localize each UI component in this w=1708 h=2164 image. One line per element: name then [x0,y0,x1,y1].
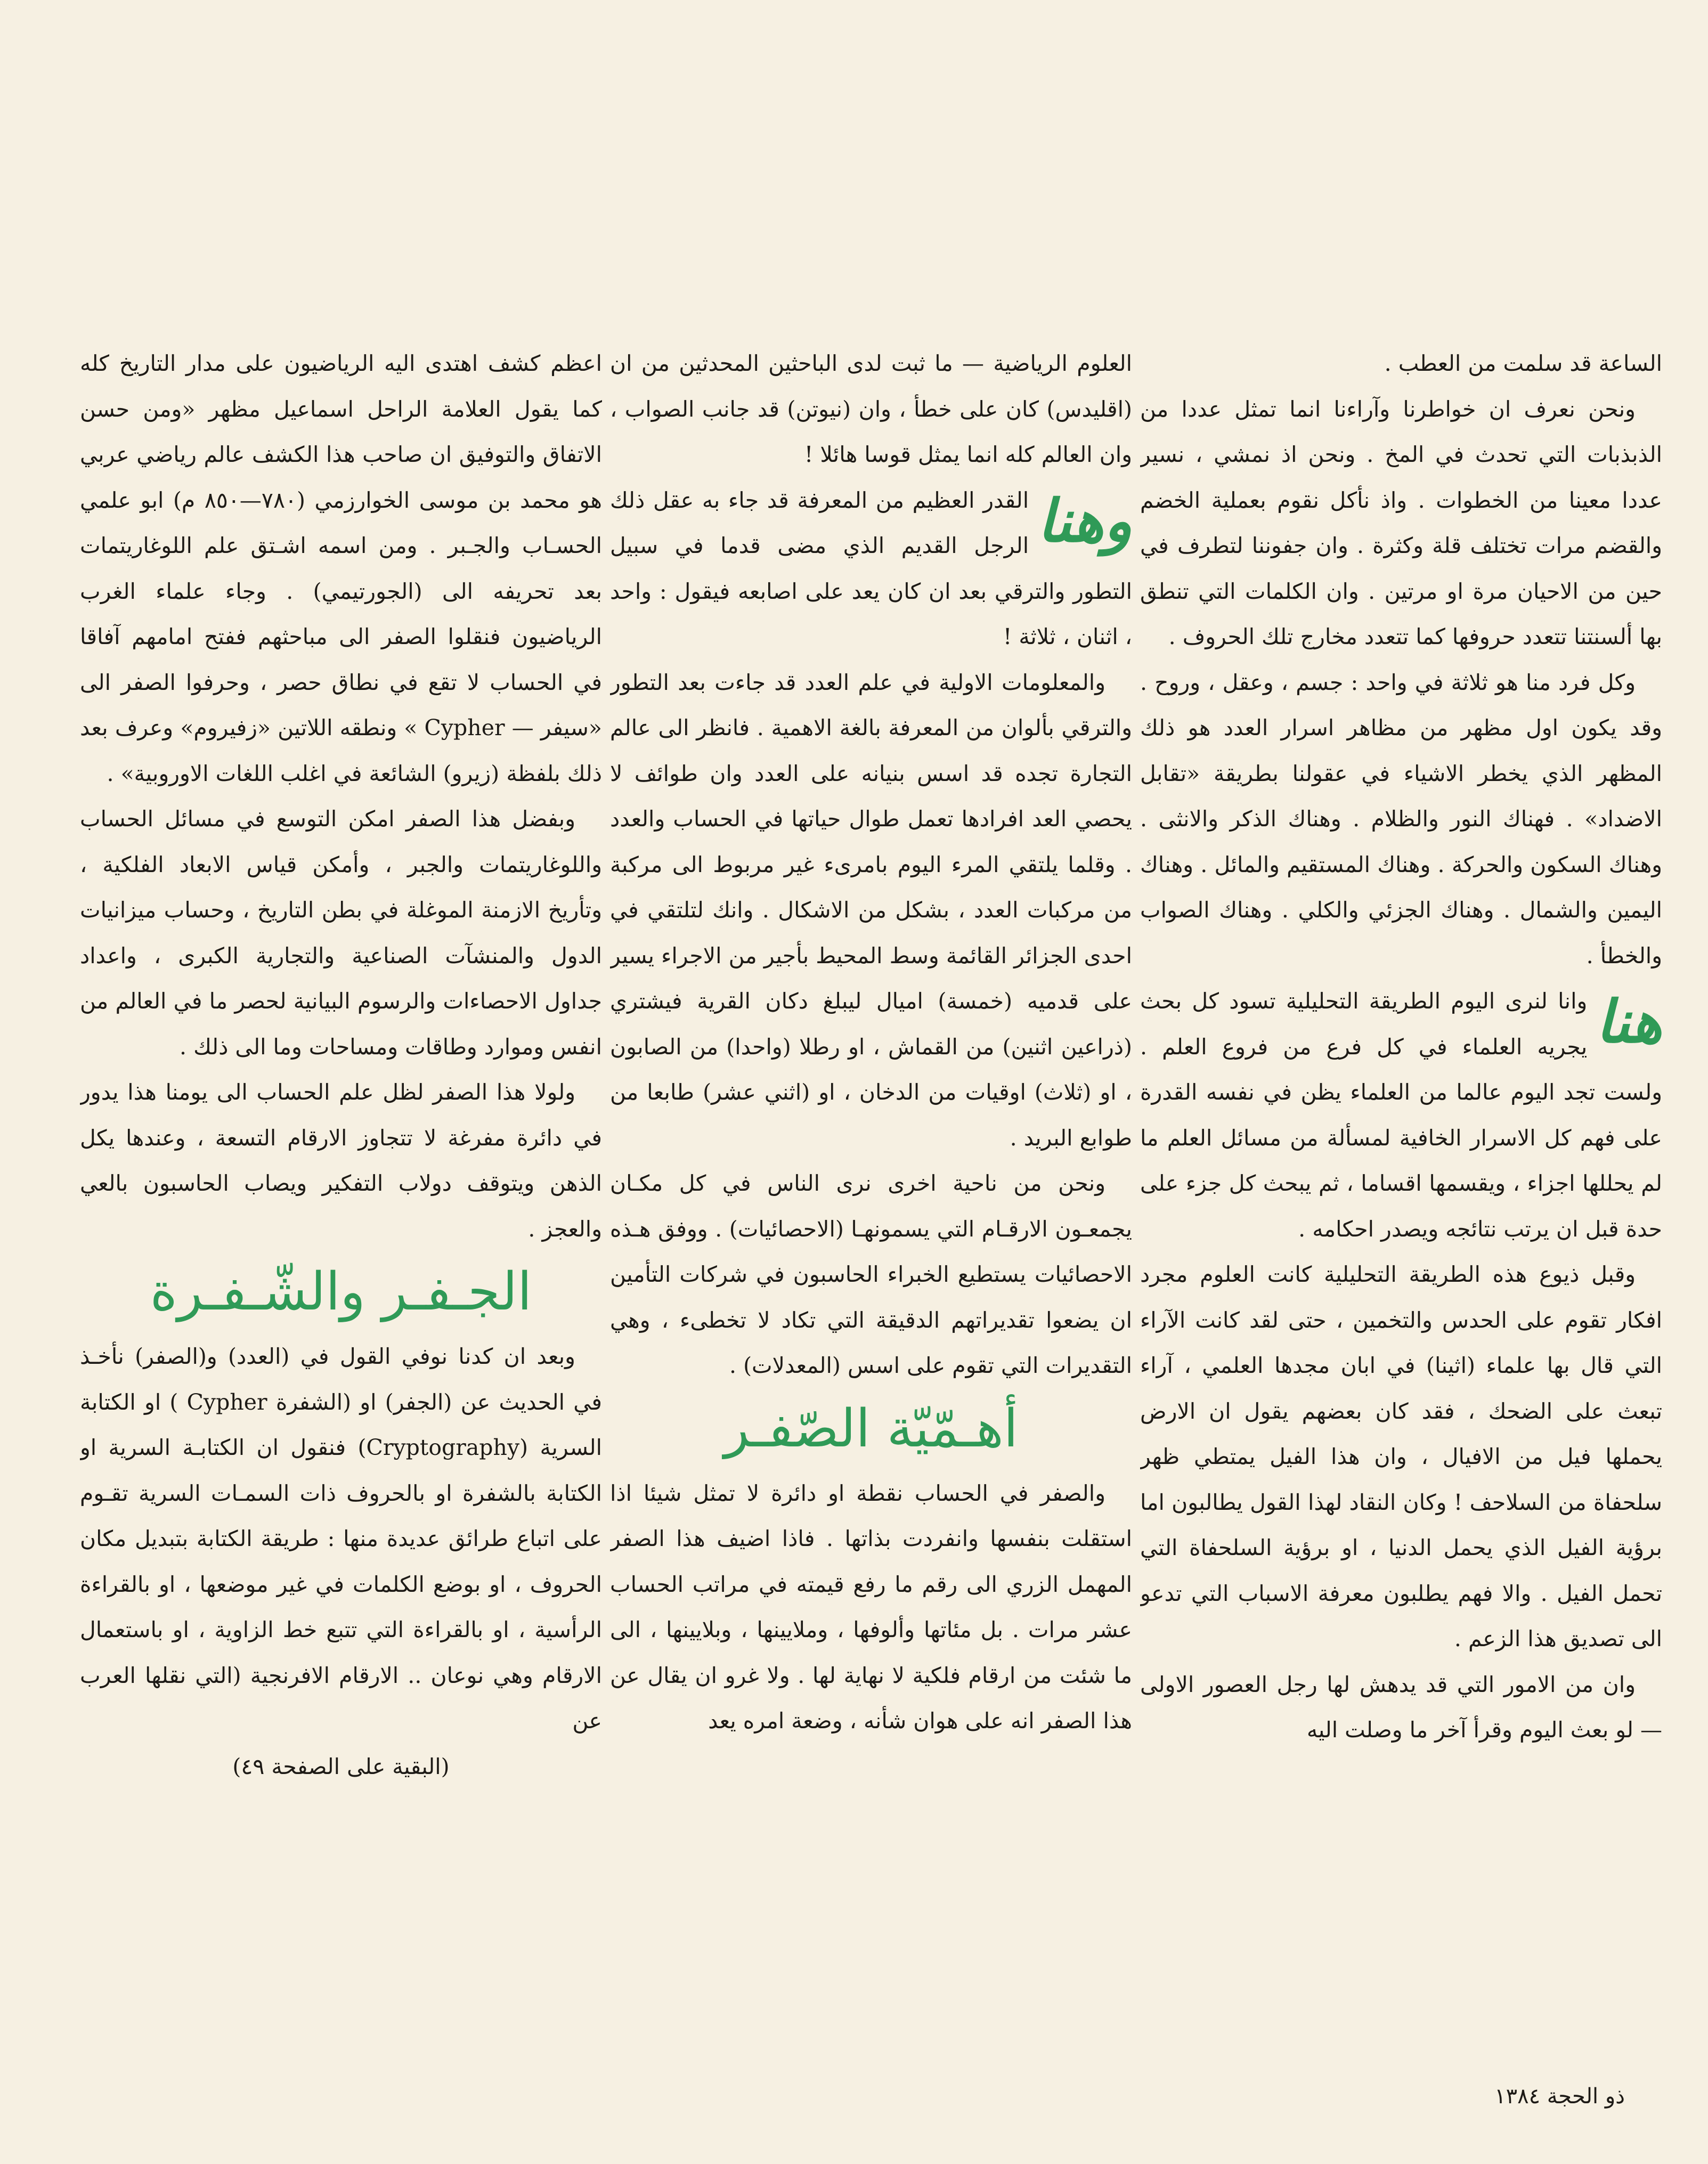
paragraph-with-drop-word [1140,979,1662,1252]
latin-term: Cypher [424,715,505,741]
paragraph: العلوم الرياضية — ما ثبت لدى الباحثين المحدثين من ان (اقليدس) كان على خطأ ، وان (نيوتن) قد جانب الصواب ، وان العالم كله انما يمثل قوسا هائلا ! [610,351,1132,467]
paragraph-text: فنقول ان الكتابـة السرية او الكتابة بالشفرة او بالحروف ذات السمـات السرية تقـوم على اتباع طرائق عديدة منها : طريقة الكتابة بتبديل مكان الحروف ، او بوضع الكلمات في غير موضعها ، او بالقراءة الرأسية ، او بالقراءة التي تتبع خط الزاوية ، او باستعمال الارقام وهي نوعان .. الارقام الافرنجية (التي نقلها العرب عن [80,1435,602,1734]
paragraph-text: اعظم كشف اهتدى اليه الرياضيون على مدار التاريخ كله كما يقول العلامة الراحل اسماعيل مظهر «ومن حسن الاتفاق والتوفيق ان صاحب هذا الكشف عالم رياضي عربي هو محمد بن موسى الخوارزمي (٧٨٠—٨٥٠ م) ابو علمي الحسـاب والجـبر . ومن اسمه اشـتق علم اللوغاريتمات بعد تحريفه الى (الجورتيمي) . وجاء علماء الغرب الرياضيون فنقلوا الصفر الى مباحثهم ففتح امامهم آفاقا في الحساب لا تقع في نطاق حصر ، وحرفوا الصفر الى «سيفر — [80,351,602,741]
drop-word: هنا [1596,988,1662,1056]
paragraph: والمعلومات الاولية في علم العدد قد جاءت بعد التطور والترقي بألوان من المعرفة بالغة الاهمية . فانظر الى عالم التجارة تجده قد اسس بنيانه على العدد وان طوائف لا يحصي العد افرادها تعمل طوال حياتها في الحساب والعدد . وقلما يلتقي المرء اليوم بامرىء غير مربوط الى مركبة من مركبات العدد ، بشكل من الاشكال . وانك لتلتقي في احدى الجزائر القائمة وسط المحيط بأجير من الاجراء يسير على قدميه (خمسة) اميال ليبلغ دكان القرية فيشتري (ذراعين اثنين) من القماش ، او رطلا (واحدا) من الصابون ، او (ثلاث) اوقيات من الدخان ، او (اثني عشر) طابعا من طوابع البريد . [610,669,1132,1151]
column-right [1140,341,1662,2051]
paragraph: ولولا هذا الصفر لظل علم الحساب الى يومنا هذا يدور في دائرة مفرغة لا تتجاوز الارقام التسعة ، وعندها يكل الذهن ويتوقف دولاب التفكير ويصاب الحاسبون بالعي والعجز . [80,1079,602,1242]
column-left [80,341,602,2051]
latin-term: Cypher [186,1389,267,1415]
drop-word: وهنا [1037,486,1132,555]
paragraph-text: ) او الكتابة السرية [80,1389,602,1460]
paragraph: وبفضل هذا الصفر امكن التوسع في مسائل الحساب واللوغاريتمات والجبر ، وأمكن قياس الابعاد الفلكية ، وتأريخ الازمنة الموغلة في بطن التاريخ ، وحساب ميزانيات الدول والمنشآت الصناعية والتجارية الكبرى ، واعداد جداول الاحصاءات والرسوم البيانية لحصر ما في العالم من انفس وموارد وطاقات ومساحات وما الى ذلك . [80,806,602,1060]
paragraph-text: القدر العظيم من المعرفة قد جاء به عقل ذلك الرجل القديم الذي مضى قدما في سبيل التطور والترقي بعد ان كان يعد على اصابعه فيقول : واحد ، اثنان ، ثلاثة ! [610,487,1132,649]
paragraph: والصفر في الحساب نقطة او دائرة لا تمثل شيئا اذا استقلت بنفسها وانفردت بذاتها . فاذا اضيف هذا الصفر المهمل الزري الى رقم ما رفع قيمته في مراتب الحساب عشر مرات . بل مئاتها وألوفها ، وملايينها ، وبلايينها ، الى ما شئت من ارقام فلكية لا نهاية لها . ولا غرو ان يقال عن هذا الصفر انه على هوان شأنه ، وضعة امره يعد [610,1480,1132,1734]
paragraph-text: » ونطقه اللاتين «زفيروم» وعرف بعد ذلك بلفظة (زيرو) الشائعة في اغلب اللغات الاوروبية» . [80,715,602,786]
paragraph: ونحن نعرف ان خواطرنا وآراءنا انما تمثل عددا من الذبذبات التي تحدث في المخ . ونحن اذ نمشي ، نسير عددا معينا من الخطوات . واذ نأكل نقوم بعملية الخضم والقضم مرات تختلف قلة وكثرة . وان جفوننا لتطرف في حين من الاحيان مرة او مرتين . وان الكلمات التي تنطق بها ألسنتنا تتعدد حروفها كما تتعدد مخارج تلك الحروف . [1140,396,1662,649]
latin-term: (Cryptography) [357,1435,528,1460]
paragraph [80,341,602,796]
paragraph-text: وانا لنرى اليوم الطريقة التحليلية تسود كل بحث يجريه العلماء في كل فرع من فروع العلم . ولست تجد اليوم عالما من العلماء يظن في نفسه القدرة على فهم كل الاسرار الخافية لمسألة من مسائل العلم ما لم يحللها اجزاء ، ويقسمها اقساما ، ثم يبحث كل جزء على حدة قبل ان يرتب نتائجه ويصدر احكامه . [1140,988,1662,1242]
paragraph-with-drop-word [610,478,1132,660]
paragraph: وكل فرد منا هو ثلاثة في واحد : جسم ، وعقل ، وروح . وقد يكون اول مظهر من مظاهر اسرار العدد هو ذلك المظهر الذي يخطر الاشياء في عقولنا بطريقة «تقابل الاضداد» . فهناك النور والظلام . وهناك الذكر والانثى . وهناك السكون والحركة . وهناك المستقيم والمائل . وهناك اليمين والشمال . وهناك الجزئي والكلي . وهناك الصواب والخطأ . [1140,669,1662,969]
paragraph-text: وبعد ان كدنا نوفي القول في (العدد) و(الصفر) نأخـذ في الحديث عن (الجفر) او (الشفرة [80,1344,602,1415]
section-heading-jafr-and-cipher: الجـفـر والشّـفـرة [150,1262,532,1322]
column-middle [610,341,1132,2051]
paragraph: ونحن من ناحية اخرى نرى الناس في كل مكـان يجمعـون الارقـام التي يسمونهـا (الاحصائيات) . ووفق هـذه الاحصائيات يستطيع الخبراء الحاسبون في شركات التأمين ان يضعوا تقديراتهم الدقيقة التي تكاد لا تخطىء ، وهي التقديرات التي تقوم على اسس (المعدلات) . [610,1170,1132,1378]
paragraph: وان من الامور التي قد يدهش لها رجل العصور الاولى — لو بعث اليوم وقرأ آخر ما وصلت اليه [1140,1671,1662,1743]
section-heading-importance-of-zero: أهـمّيّة الصّفـر [724,1398,1018,1459]
continued-note: (البقية على الصفحة ٤٩) [232,1753,450,1779]
paragraph: الساعة قد سلمت من العطب . [1384,351,1662,376]
paragraph [80,1334,602,1744]
page-footer-issue: ذو الحجة ١٣٨٤ [1494,2084,1625,2109]
paragraph: وقبل ذيوع هذه الطريقة التحليلية كانت العلوم مجرد افكار تقوم على الحدس والتخمين ، حتى لقد كانت الآراء التي قال بها علماء (اثينا) في ابان مجدها العلمي ، آراء تبعث على الضحك ، فقد كان بعضهم يقول ان الارض يحملها فيل من الافيال ، وان هذا الفيل يمتطي ظهر سلحفاة من السلاحف ! وكان النقاد لهذا القول يطالبون اما برؤية الفيل الذي يحمل الدنيا ، او برؤية السلحفاة التي تحمل الفيل . والا فهم يطلبون معرفة الاسباب التي تدعو الى تصديق هذا الزعم . [1140,1262,1662,1652]
